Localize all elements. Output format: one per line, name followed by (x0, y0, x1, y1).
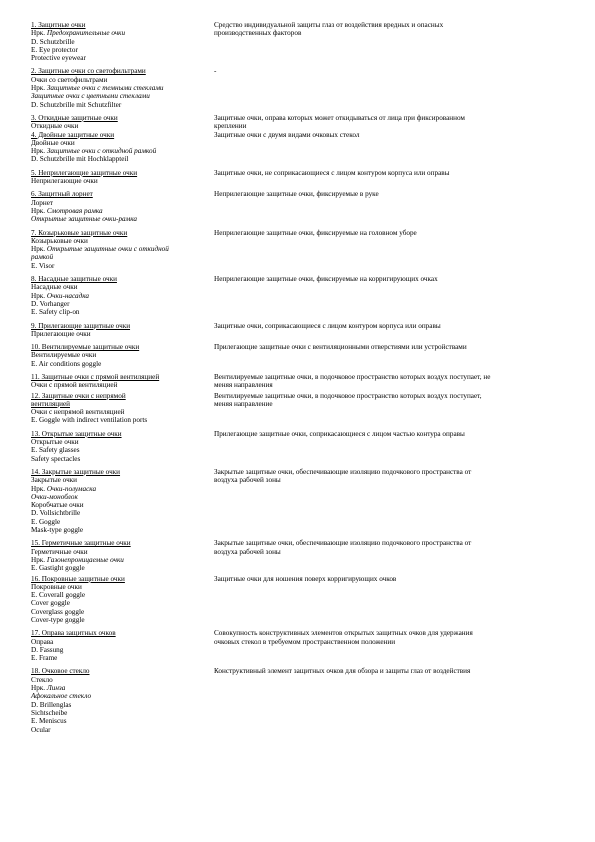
definition-column (213, 67, 569, 108)
definition-text: Средство индивидуальной защиты глаз от воздействия вредных и опасных (214, 21, 444, 29)
definition-line (214, 667, 569, 675)
synonym-line (31, 245, 213, 253)
synonym-line (31, 283, 213, 291)
definition-text: Защитные очки, не соприкасающиеся с лицом контуром корпуса или оправы (214, 168, 450, 177)
synonym-text: E. Air conditions goggle (31, 359, 102, 368)
glossary-entry (31, 430, 569, 463)
deprecated-term: Смотровая рамка (46, 206, 103, 215)
synonym-text: D. Vollsichtbrille (31, 509, 81, 518)
definition-column (213, 468, 569, 534)
term-column (31, 392, 213, 425)
term-title: 15. Герметичные защитные очки (31, 539, 131, 548)
synonym-text: Нрк. (31, 684, 47, 693)
glossary-entry (31, 114, 569, 131)
term-column (31, 275, 213, 316)
deprecated-term: Линза (46, 684, 66, 693)
definition-line (214, 131, 569, 139)
synonym-line (31, 29, 213, 37)
term-title: 4. Двойные защитные очки (31, 130, 115, 139)
synonym-line (31, 518, 213, 526)
term-column (31, 575, 213, 625)
definition-line (214, 122, 569, 130)
synonym-line (31, 308, 213, 316)
synonym-text: E. Gastight goggle (31, 564, 85, 573)
synonym-line (31, 455, 213, 463)
synonym-line (31, 177, 213, 185)
synonym-line (31, 92, 213, 100)
term-line (31, 322, 213, 330)
term-column (31, 169, 213, 186)
synonym-text: D. Brillenglas (31, 700, 72, 709)
term-line (31, 629, 213, 637)
synonym-line (31, 692, 213, 700)
synonym-line (31, 360, 213, 368)
glossary-entry (31, 275, 569, 316)
definition-line (214, 229, 569, 237)
definition-column (213, 114, 569, 131)
synonym-line (31, 253, 213, 261)
synonym-line (31, 207, 213, 215)
synonym-line (31, 237, 213, 245)
synonym-text: D. Vorhanger (31, 299, 70, 308)
synonym-text: Закрытые очки (31, 476, 78, 485)
term-title: 8. Насадные защитные очки (31, 275, 117, 284)
definition-line (214, 539, 569, 547)
synonym-text: Sichtscheibe (31, 708, 68, 717)
term-title: 6. Защитный лорнет (31, 190, 93, 199)
synonym-line (31, 701, 213, 709)
synonym-line (31, 155, 213, 163)
term-title: 9. Прилегающие защитные очки (31, 321, 131, 330)
term-column (31, 131, 213, 164)
deprecated-term: Газонепроницаемые очки (46, 555, 124, 564)
synonym-text: Оправа (31, 637, 54, 646)
term-title: 1. Защитные очки (31, 21, 86, 29)
synonym-text: Mask-type goggle (31, 526, 84, 535)
synonym-text: Нрк. (31, 206, 47, 215)
synonym-text: D. Schutzbrille mit Schutzfilter (31, 100, 122, 109)
definition-text: Защитные очки, оправа которых может откидываться от лица при фиксированном (214, 113, 465, 122)
definition-line (214, 638, 569, 646)
definition-line (214, 275, 569, 283)
term-title: 5. Неприлегающие защитные очки (31, 168, 138, 177)
term-line (31, 667, 213, 675)
definition-text: Совокупность конструктивных элементов открытых защитных очков для удержания (214, 629, 473, 638)
term-line (31, 275, 213, 283)
deprecated-term: Открытые защитные очки с откидной (46, 245, 169, 254)
synonym-line (31, 526, 213, 534)
definition-column (213, 539, 569, 572)
glossary-entry (31, 373, 569, 390)
synonym-line (31, 501, 213, 509)
definition-column (213, 392, 569, 425)
definition-column (213, 275, 569, 316)
glossary-entry (31, 392, 569, 425)
synonym-text: Покровные очки (31, 582, 82, 591)
definition-column (213, 229, 569, 270)
synonym-line (31, 493, 213, 501)
synonym-line (31, 199, 213, 207)
synonym-text: Стекло (31, 675, 53, 684)
synonym-line (31, 599, 213, 607)
definition-text: Защитные очки с двумя видами очковых стекол (214, 130, 360, 139)
deprecated-term: Защитные очки с темными стеклами (46, 84, 164, 93)
definition-text: Закрытые защитные очки, обеспечивающие изоляцию подочкового пространства от (214, 467, 472, 476)
definition-line (214, 67, 569, 75)
synonym-text: E. Goggle (31, 517, 61, 526)
synonym-line (31, 709, 213, 717)
deprecated-term: рамкой (31, 253, 54, 262)
synonym-line (31, 684, 213, 692)
term-title: 12. Защитные очки с непрямой (31, 391, 126, 400)
synonym-text: Cover goggle (31, 599, 70, 608)
deprecated-term: Защитные очки с цветными стеклами (31, 92, 150, 101)
glossary-entry (31, 67, 569, 108)
definition-text: меняя направления (214, 381, 273, 390)
synonym-text: Нрк. (31, 245, 47, 254)
synonym-line (31, 548, 213, 556)
synonym-text: E. Eye protector (31, 45, 78, 54)
term-line (31, 190, 213, 198)
term-column (31, 667, 213, 733)
synonym-line (31, 583, 213, 591)
deprecated-term: Очки-насадка (46, 291, 90, 300)
definition-text: воздуха рабочей зоны (214, 476, 281, 485)
definition-text: меняя направление (214, 399, 273, 408)
definition-line (214, 21, 569, 29)
synonym-text: Очки с непрямой вентиляцией (31, 408, 125, 417)
definition-text: креплении (214, 122, 247, 131)
synonym-line (31, 400, 213, 408)
definition-column (213, 21, 569, 62)
glossary-entry (31, 131, 569, 164)
definition-column (213, 629, 569, 662)
synonym-line (31, 564, 213, 572)
synonym-line (31, 84, 213, 92)
definition-column (213, 373, 569, 390)
term-column (31, 229, 213, 270)
synonym-line (31, 139, 213, 147)
definition-column (213, 575, 569, 625)
synonym-text: Очки со светофильтрами (31, 75, 108, 84)
synonym-line (31, 476, 213, 484)
deprecated-term: Открытые защитные очки-рамка (31, 215, 138, 224)
synonym-text: E. Frame (31, 654, 58, 663)
synonym-line (31, 616, 213, 624)
term-line (31, 430, 213, 438)
term-column (31, 190, 213, 223)
synonym-line (31, 446, 213, 454)
synonym-text: Герметичные очки (31, 547, 88, 556)
synonym-text: Насадные очки (31, 283, 78, 292)
synonym-text: D. Schutzbrille (31, 37, 75, 46)
term-column (31, 322, 213, 339)
definition-line (214, 392, 569, 400)
synonym-line (31, 292, 213, 300)
term-title: 14. Закрытые защитные очки (31, 467, 121, 476)
glossary-entry (31, 667, 569, 733)
glossary-entry (31, 322, 569, 339)
definition-line (214, 381, 569, 389)
term-column (31, 21, 213, 62)
glossary-entry (31, 629, 569, 662)
definition-line (214, 548, 569, 556)
term-title: 13. Открытые защитные очки (31, 429, 122, 438)
term-title: 10. Вентилируемые защитные очки (31, 343, 140, 352)
synonym-text: Safety spectacles (31, 454, 81, 463)
deprecated-term: Предохранительные очки (46, 29, 126, 38)
term-line (31, 114, 213, 122)
definition-column (213, 322, 569, 339)
synonym-text: E. Coverall goggle (31, 591, 86, 600)
definition-line (214, 29, 569, 37)
definition-text: Конструктивный элемент защитных очков для обзора и защиты глаз от воздействия (214, 667, 471, 676)
definition-text: Прилегающие защитные очки, соприкасающиеся с лицом частью контура оправы (214, 429, 465, 438)
synonym-text: Двойные очки (31, 138, 75, 147)
glossary-entry (31, 575, 569, 625)
term-column (31, 114, 213, 131)
term-title-continuation: вентиляцией (31, 399, 70, 408)
synonym-line (31, 438, 213, 446)
term-line (31, 131, 213, 139)
glossary-entry (31, 21, 569, 62)
synonym-text: Открытые очки (31, 438, 79, 447)
synonym-line (31, 262, 213, 270)
definition-text: Защитные очки, соприкасающиеся с лицом контуром корпуса или оправы (214, 321, 441, 330)
synonym-line (31, 351, 213, 359)
definition-text: Вентилируемые защитные очки, в подочковое пространство которых воздух поступает, не (214, 372, 491, 381)
synonym-line (31, 147, 213, 155)
synonym-line (31, 556, 213, 564)
definition-line (214, 575, 569, 583)
term-line (31, 21, 213, 29)
synonym-text: E. Meniscus (31, 717, 67, 726)
synonym-text: Protective eyewear (31, 54, 86, 63)
term-title: 17. Оправа защитных очков (31, 629, 116, 638)
synonym-line (31, 122, 213, 130)
definition-line (214, 190, 569, 198)
term-title: 3. Откидные защитные очки (31, 113, 118, 122)
synonym-text: Козырьковые очки (31, 236, 88, 245)
synonym-text: Вентилируемые очки (31, 351, 97, 360)
term-title: 7. Козырьковые защитные очки (31, 228, 128, 237)
synonym-line (31, 101, 213, 109)
synonym-text: E. Safety glasses (31, 446, 80, 455)
definition-line (214, 629, 569, 637)
synonym-text: Лорнет (31, 198, 54, 207)
definition-line (214, 430, 569, 438)
synonym-text: Нрк. (31, 484, 47, 493)
definition-line (214, 169, 569, 177)
synonym-text: Неприлегающие очки (31, 177, 98, 186)
synonym-line (31, 591, 213, 599)
term-line (31, 67, 213, 75)
term-title: 18. Очковое стекло (31, 667, 90, 676)
term-line (31, 392, 213, 400)
definition-text: - (214, 67, 217, 76)
term-column (31, 430, 213, 463)
definition-text: очковых стекол в требуемом пространственном положении (214, 637, 396, 646)
definition-text: Закрытые защитные очки, обеспечивающие изоляцию подочкового пространства от (214, 539, 472, 548)
glossary-entry (31, 468, 569, 534)
synonym-line (31, 300, 213, 308)
glossary-entry (31, 539, 569, 572)
definition-column (213, 430, 569, 463)
definition-line (214, 468, 569, 476)
definition-line (214, 343, 569, 351)
synonym-line (31, 46, 213, 54)
definition-text: воздуха рабочей зоны (214, 547, 281, 556)
term-line (31, 468, 213, 476)
synonym-text: E. Safety clip-on (31, 308, 80, 317)
synonym-text: Откидные очки (31, 122, 79, 131)
definition-column (213, 131, 569, 164)
term-column (31, 539, 213, 572)
synonym-line (31, 54, 213, 62)
synonym-text: Коробчатые очки (31, 501, 84, 510)
term-line (31, 373, 213, 381)
term-column (31, 629, 213, 662)
term-line (31, 169, 213, 177)
synonym-text: D. Schutzbrille mit Hochklappteil (31, 155, 129, 164)
definition-column (213, 343, 569, 368)
definition-column (213, 169, 569, 186)
term-column (31, 343, 213, 368)
synonym-line (31, 676, 213, 684)
definition-line (214, 114, 569, 122)
definition-text: Прилегающие защитные очки с вентиляционными отверстиями или устройствами (214, 343, 467, 352)
term-title: 2. Защитные очки со светофильтрами (31, 67, 146, 76)
definition-text: Вентилируемые защитные очки, в подочковое пространство которых воздух поступает, (214, 391, 482, 400)
glossary-entry (31, 343, 569, 368)
synonym-line (31, 608, 213, 616)
synonym-text: E. Visor (31, 261, 55, 270)
definition-text: Неприлегающие защитные очки, фиксируемые в руке (214, 190, 379, 199)
term-line (31, 229, 213, 237)
synonym-text: Прилегающие очки (31, 329, 91, 338)
synonym-line (31, 646, 213, 654)
glossary-entry (31, 169, 569, 186)
synonym-line (31, 215, 213, 223)
term-line (31, 343, 213, 351)
definition-column (213, 190, 569, 223)
definition-column (213, 667, 569, 733)
definition-line (214, 400, 569, 408)
synonym-text: Cover-type goggle (31, 616, 85, 624)
synonym-text: Coverglass goggle (31, 607, 85, 616)
synonym-line (31, 408, 213, 416)
synonym-text: E. Goggle with indirect ventilation ports (31, 416, 148, 425)
synonym-text: Ocular (31, 725, 51, 734)
glossary-entry (31, 190, 569, 223)
synonym-line (31, 638, 213, 646)
definition-text: Неприлегающие защитные очки, фиксируемые на корригирующих очках (214, 275, 438, 284)
synonym-line (31, 717, 213, 725)
synonym-text: Нрк. (31, 147, 47, 156)
synonym-text: Очки с прямой вентиляцией (31, 381, 118, 390)
synonym-line (31, 38, 213, 46)
definition-line (214, 373, 569, 381)
synonym-line (31, 485, 213, 493)
synonym-line (31, 654, 213, 662)
term-line (31, 539, 213, 547)
deprecated-term: Очки-моноблок (31, 492, 78, 501)
synonym-text: D. Fassung (31, 645, 64, 654)
synonym-text: Нрк. (31, 29, 47, 38)
term-column (31, 67, 213, 108)
term-line (31, 575, 213, 583)
synonym-line (31, 416, 213, 424)
synonym-text: Нрк. (31, 84, 47, 93)
glossary-entry (31, 229, 569, 270)
definition-text: производственных факторов (214, 29, 302, 38)
synonym-line (31, 76, 213, 84)
definition-text: Защитные очки для ношения поверх корригирующих очков (214, 574, 397, 583)
definition-text: Неприлегающие защитные очки, фиксируемые на головном уборе (214, 228, 417, 237)
deprecated-term: Афокальное стекло (31, 692, 92, 701)
term-title: 16. Покровные защитные очки (31, 574, 125, 583)
synonym-line (31, 381, 213, 389)
synonym-line (31, 509, 213, 517)
synonym-line (31, 330, 213, 338)
synonym-text: Нрк. (31, 555, 47, 564)
term-column (31, 373, 213, 390)
term-title: 11. Защитные очки с прямой вентиляцией (31, 372, 160, 381)
deprecated-term: Очки-полумаска (46, 484, 97, 493)
synonym-line (31, 726, 213, 734)
synonym-text: Нрк. (31, 291, 47, 300)
definition-line (214, 322, 569, 330)
deprecated-term: Защитные очки с откидной рамкой (46, 147, 157, 156)
definition-line (214, 476, 569, 484)
term-column (31, 468, 213, 534)
